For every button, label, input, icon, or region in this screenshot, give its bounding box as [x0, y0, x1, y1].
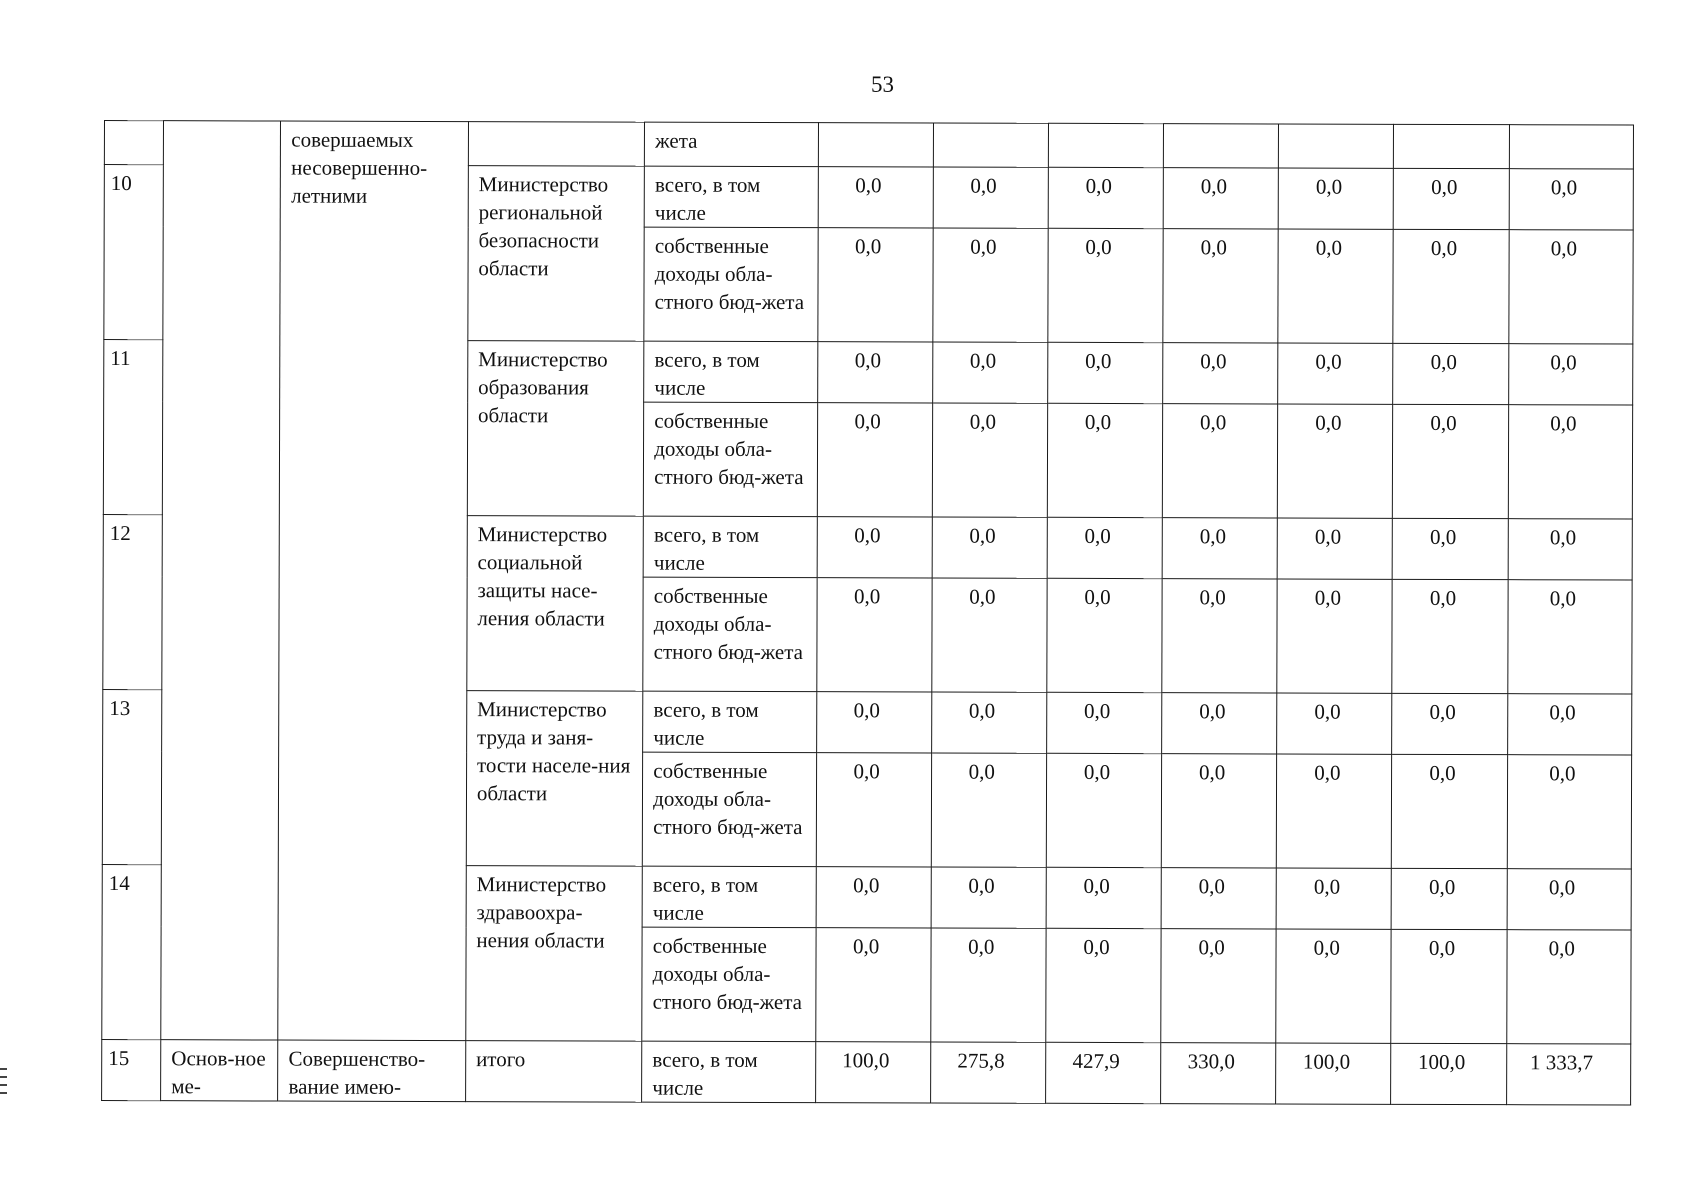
finance-source-cell: всего, в том числе [643, 516, 816, 578]
value-cell: 0,0 [1508, 519, 1633, 580]
value-cell: 0,0 [1163, 343, 1278, 404]
value-cell: 0,0 [1047, 517, 1162, 578]
value-cell: 0,0 [1393, 404, 1509, 518]
scan-edge-marks [0, 1068, 7, 1100]
value-cell: 0,0 [932, 342, 1047, 403]
finance-source-cell: собственные доходы обла-стного бюд-жета [644, 227, 818, 342]
value-cell: 0,0 [1048, 167, 1163, 228]
value-cell: 0,0 [816, 867, 931, 928]
finance-source-cell: собственные доходы обла-стного бюд-жета [642, 927, 816, 1042]
value-cell: 0,0 [932, 403, 1048, 517]
value-cell: 0,0 [1162, 404, 1278, 518]
finance-source-cell: собственные доходы обла-стного бюд-жета [643, 577, 817, 692]
value-cell: 0,0 [1507, 580, 1632, 694]
finance-source-cell: всего, в том числе [644, 166, 817, 228]
row-number-cell: 14 [102, 864, 162, 1039]
value-cell: 0,0 [1161, 929, 1277, 1043]
value-cell [1509, 125, 1634, 169]
value-cell: 0,0 [1392, 579, 1508, 693]
value-cell: 0,0 [1276, 754, 1392, 868]
value-cell: 0,0 [1276, 868, 1391, 929]
value-cell: 0,0 [1278, 343, 1393, 404]
value-cell: 0,0 [1508, 230, 1633, 344]
value-cell: 0,0 [1048, 342, 1163, 403]
event-name-cell: совершаемых несовершенно-летними [278, 121, 468, 1041]
value-cell: 0,0 [1277, 579, 1393, 693]
value-cell: 0,0 [1393, 518, 1508, 579]
value-cell: 0,0 [817, 342, 932, 403]
value-cell: 0,0 [1277, 693, 1392, 754]
value-cell: 0,0 [1391, 868, 1506, 929]
value-cell: 0,0 [1507, 755, 1632, 869]
table-row-15 [102, 1039, 1631, 1105]
value-cell: 0,0 [1507, 694, 1632, 755]
executor-cell: Министерство образования области [467, 341, 644, 517]
finance-source-cell: собственные доходы обла-стного бюд-жета [644, 402, 818, 517]
value-cell: 0,0 [1509, 169, 1634, 230]
value-cell [1394, 124, 1509, 168]
value-cell: 0,0 [931, 867, 1046, 928]
value-cell: 0,0 [815, 928, 931, 1042]
value-cell: 0,0 [1046, 753, 1162, 867]
value-cell: 0,0 [1392, 754, 1508, 868]
value-cell: 275,8 [930, 1042, 1045, 1103]
row-number-cell: 12 [103, 514, 163, 689]
value-cell: 0,0 [1046, 928, 1162, 1042]
value-cell: 0,0 [1278, 229, 1394, 343]
value-cell: 0,0 [1048, 228, 1164, 342]
executor-cell: Министерство труда и заня-тости населе-ния области [466, 691, 643, 867]
value-cell: 0,0 [1278, 168, 1393, 229]
value-cell: 0,0 [1161, 868, 1276, 929]
row-number-cell: 11 [103, 340, 163, 515]
value-cell: 0,0 [1162, 693, 1277, 754]
row-number-cell: 15 [102, 1039, 161, 1100]
event-type-cell [161, 121, 281, 1040]
value-cell [818, 123, 933, 167]
value-cell: 1 333,7 [1506, 1044, 1631, 1105]
value-cell: 0,0 [816, 753, 932, 867]
value-cell: 0,0 [1507, 869, 1632, 930]
finance-source-cell: собственные доходы обла-стного бюд-жета [643, 752, 817, 867]
value-cell: 0,0 [1046, 692, 1161, 753]
event-name-cell: Совершенство-вание имею- [278, 1040, 466, 1102]
value-cell: 0,0 [933, 167, 1048, 228]
value-cell: 0,0 [931, 578, 1047, 692]
value-cell [1048, 123, 1163, 167]
finance-source-cell: всего, в том числе [644, 341, 817, 403]
executor-cell: итого [465, 1041, 642, 1103]
value-cell: 0,0 [1162, 518, 1277, 579]
executor-cell: Министерство региональной безопасности области [468, 166, 645, 342]
value-cell: 0,0 [1163, 229, 1279, 343]
value-cell: 0,0 [1163, 168, 1278, 229]
value-cell: 0,0 [817, 228, 933, 342]
value-cell: 0,0 [817, 403, 933, 517]
value-cell [1163, 124, 1278, 168]
executor-cell: Министерство здравоохра-нения области [466, 866, 643, 1042]
value-cell: 0,0 [931, 692, 1046, 753]
value-cell: 0,0 [1508, 405, 1633, 519]
value-cell: 0,0 [1393, 343, 1508, 404]
event-type-cell: Основ-ное ме- [161, 1040, 278, 1101]
table-body [102, 121, 1634, 1106]
value-cell: 0,0 [1508, 344, 1633, 405]
value-cell: 427,9 [1045, 1042, 1160, 1103]
value-cell: 0,0 [1391, 929, 1507, 1043]
finance-source-cell: жета [645, 122, 818, 167]
value-cell: 0,0 [1506, 930, 1631, 1044]
table-row-continuation [104, 121, 1633, 170]
value-cell: 0,0 [1161, 754, 1277, 868]
row-number-cell [104, 121, 163, 165]
value-cell: 0,0 [1394, 168, 1509, 229]
value-cell: 0,0 [1047, 403, 1163, 517]
value-cell: 100,0 [1391, 1043, 1506, 1104]
value-cell: 330,0 [1161, 1043, 1276, 1104]
value-cell [933, 123, 1048, 167]
value-cell: 0,0 [818, 167, 933, 228]
value-cell: 0,0 [931, 753, 1047, 867]
value-cell: 0,0 [1162, 579, 1278, 693]
value-cell: 100,0 [1276, 1043, 1391, 1104]
value-cell: 0,0 [932, 517, 1047, 578]
value-cell: 0,0 [816, 692, 931, 753]
finance-source-cell: всего, в том числе [643, 691, 816, 753]
value-cell: 0,0 [1047, 578, 1163, 692]
executor-cell: Министерство социальной защиты насе-ления области [467, 516, 644, 692]
value-cell: 0,0 [1392, 693, 1507, 754]
row-number-cell: 10 [104, 165, 164, 340]
page-number: 53 [871, 72, 894, 97]
value-cell: 100,0 [815, 1042, 930, 1103]
funding-table [101, 120, 1634, 1106]
value-cell [1279, 124, 1394, 168]
executor-cell [468, 122, 644, 167]
value-cell: 0,0 [1278, 404, 1394, 518]
value-cell: 0,0 [817, 517, 932, 578]
value-cell: 0,0 [933, 228, 1049, 342]
value-cell: 0,0 [1277, 518, 1392, 579]
finance-source-cell: всего, в том числе [642, 866, 815, 928]
finance-source-cell: всего, в том числе [642, 1041, 815, 1103]
value-cell: 0,0 [816, 578, 932, 692]
value-cell: 0,0 [930, 928, 1046, 1042]
row-number-cell: 13 [102, 689, 162, 864]
value-cell: 0,0 [1393, 229, 1509, 343]
value-cell: 0,0 [1046, 867, 1161, 928]
value-cell: 0,0 [1276, 929, 1392, 1043]
